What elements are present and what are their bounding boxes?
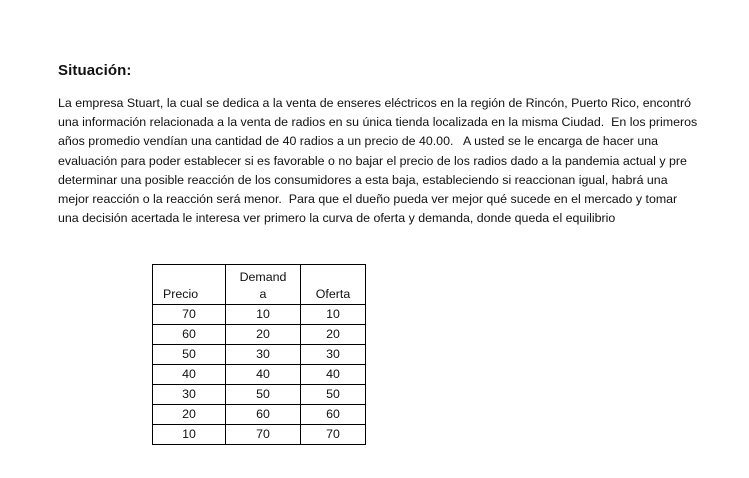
cell-oferta: 10 — [301, 305, 366, 325]
cell-oferta: 40 — [301, 365, 366, 385]
header-oferta: Oferta — [301, 265, 366, 305]
header-demanda-line2: a — [259, 287, 267, 301]
table-header-row — [153, 265, 366, 305]
table-row — [153, 425, 366, 445]
header-precio: Precio — [153, 265, 226, 305]
cell-demanda: 60 — [226, 405, 301, 425]
cell-oferta: 50 — [301, 385, 366, 405]
cell-precio: 10 — [153, 425, 226, 445]
cell-oferta: 30 — [301, 345, 366, 365]
document-body — [58, 62, 701, 228]
cell-precio: 40 — [153, 365, 226, 385]
header-demanda — [226, 265, 301, 305]
table-row — [153, 405, 366, 425]
cell-precio: 70 — [153, 305, 226, 325]
price-demand-supply-table — [152, 264, 366, 445]
header-demanda-line1: Demand — [239, 270, 287, 284]
table-row — [153, 345, 366, 365]
cell-demanda: 20 — [226, 325, 301, 345]
cell-precio: 20 — [153, 405, 226, 425]
cell-demanda: 40 — [226, 365, 301, 385]
cell-demanda: 70 — [226, 425, 301, 445]
cell-oferta: 20 — [301, 325, 366, 345]
section-heading: Situación: — [58, 62, 132, 79]
price-table-container — [152, 264, 366, 445]
cell-precio: 30 — [153, 385, 226, 405]
situation-paragraph: La empresa Stuart, la cual se dedica a la venta de enseres eléctricos en la región de Rincón, Puerto Rico, encontró una información relacionada a la venta de radios en su única tienda localizada en la misma Ciudad. En los primeros años promedio vendían una cantidad de 40 radios a un precio de 40.00. A usted se le encarga de hacer una evaluación para poder establecer si es favorable o no bajar el precio de los radios dado a la pandemia actual y pre determinar una posible reacción de los consumidores a esta baja, estableciendo si reaccionan igual, habrá una mejor reacción o la reacción será menor. Para que el dueño pueda ver mejor qué sucede en el mercado y tomar una decisión acertada le interesa ver primero la curva de oferta y demanda, donde queda el equilibrio — [58, 96, 701, 226]
cell-demanda: 50 — [226, 385, 301, 405]
table-row — [153, 325, 366, 345]
cell-precio: 50 — [153, 345, 226, 365]
table-row — [153, 385, 366, 405]
table-row — [153, 365, 366, 385]
cell-demanda: 10 — [226, 305, 301, 325]
table-row — [153, 305, 366, 325]
cell-precio: 60 — [153, 325, 226, 345]
cell-oferta: 60 — [301, 405, 366, 425]
cell-demanda: 30 — [226, 345, 301, 365]
cell-oferta: 70 — [301, 425, 366, 445]
